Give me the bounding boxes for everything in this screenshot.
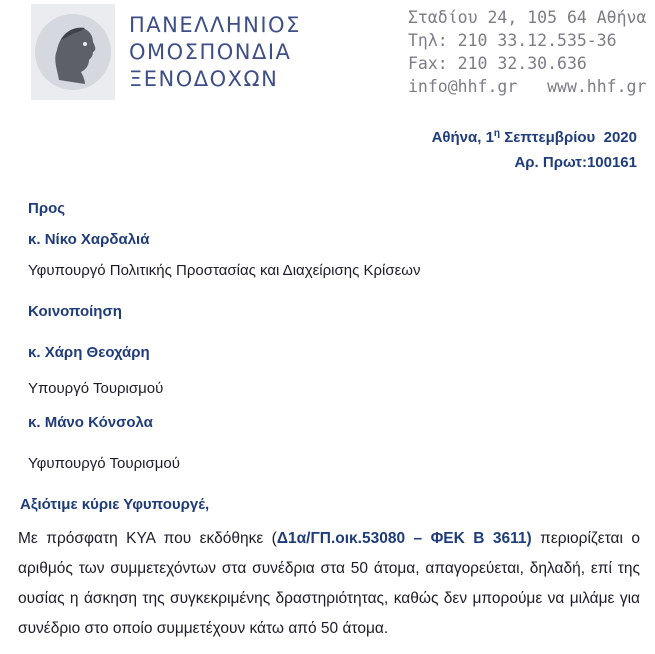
cc1-title: Υπουργό Τουρισμού [28, 380, 164, 397]
paragraph-rest: περιορίζεται ο αριθμός των συμμετεχόντων στα συνέδρια στα 50 άτομα, απαγορεύεται, δηλαδή, επί της ουσίας η άσκηση της συγκεκριμένης δραστηριότητας, καθώς δεν μπορούμε να μιλάμε για συνέδριο στο οποίο συμμετέχουν κάτω από 50 άτομα. [18, 530, 641, 637]
letter-date [432, 128, 637, 146]
date-suffix: Σεπτεμβρίου 2020 [500, 129, 637, 146]
to-name: κ. Νίκο Χαρδαλιά [28, 231, 150, 248]
to-label: Προς [28, 200, 66, 217]
date-prefix: Αθήνα, 1 [431, 129, 494, 146]
to-title: Υφυπουργό Πολιτικής Προστασίας και Διαχείρισης Κρίσεων [28, 262, 421, 279]
cc1-name: κ. Χάρη Θεοχάρη [28, 344, 150, 361]
cc2-title: Υφυπουργό Τουρισμού [28, 455, 180, 472]
address: Σταδίου 24, 105 64 Αθήνα [408, 8, 647, 27]
contact-block [408, 6, 648, 98]
salutation: Αξιότιμε κύριε Υφυπουργέ, [20, 496, 210, 513]
fax: Fax: 210 32.30.636 [408, 54, 587, 73]
body-paragraph [18, 524, 640, 644]
org-line-2: ΟΜΟΣΠΟΝΔΙΑ [129, 39, 292, 64]
organization-name [129, 12, 301, 93]
cc-label: Κοινοποίηση [28, 303, 122, 320]
regulation-reference: Δ1α/ΓΠ.οικ.53080 – ΦΕΚ Β 3611) [276, 530, 532, 547]
protocol-number: Αρ. Πρωτ:100161 [514, 154, 637, 171]
letterhead-logo [31, 4, 301, 100]
paragraph-start: Με πρόσφατη ΚΥΑ που εκδόθηκε ( [18, 530, 277, 547]
org-line-3: ΞΕΝΟΔΟΧΩΝ [129, 66, 279, 91]
cc2-name: κ. Μάνο Κόνσολα [28, 414, 153, 431]
phone: Τηλ: 210 33.12.535-36 [408, 31, 617, 50]
date-superscript: η [493, 128, 501, 139]
org-line-1: ΠΑΝΕΛΛΗΝΙΟΣ [129, 12, 301, 37]
email-web: info@hhf.gr www.hhf.gr [408, 77, 647, 96]
athena-head-icon [31, 4, 115, 100]
